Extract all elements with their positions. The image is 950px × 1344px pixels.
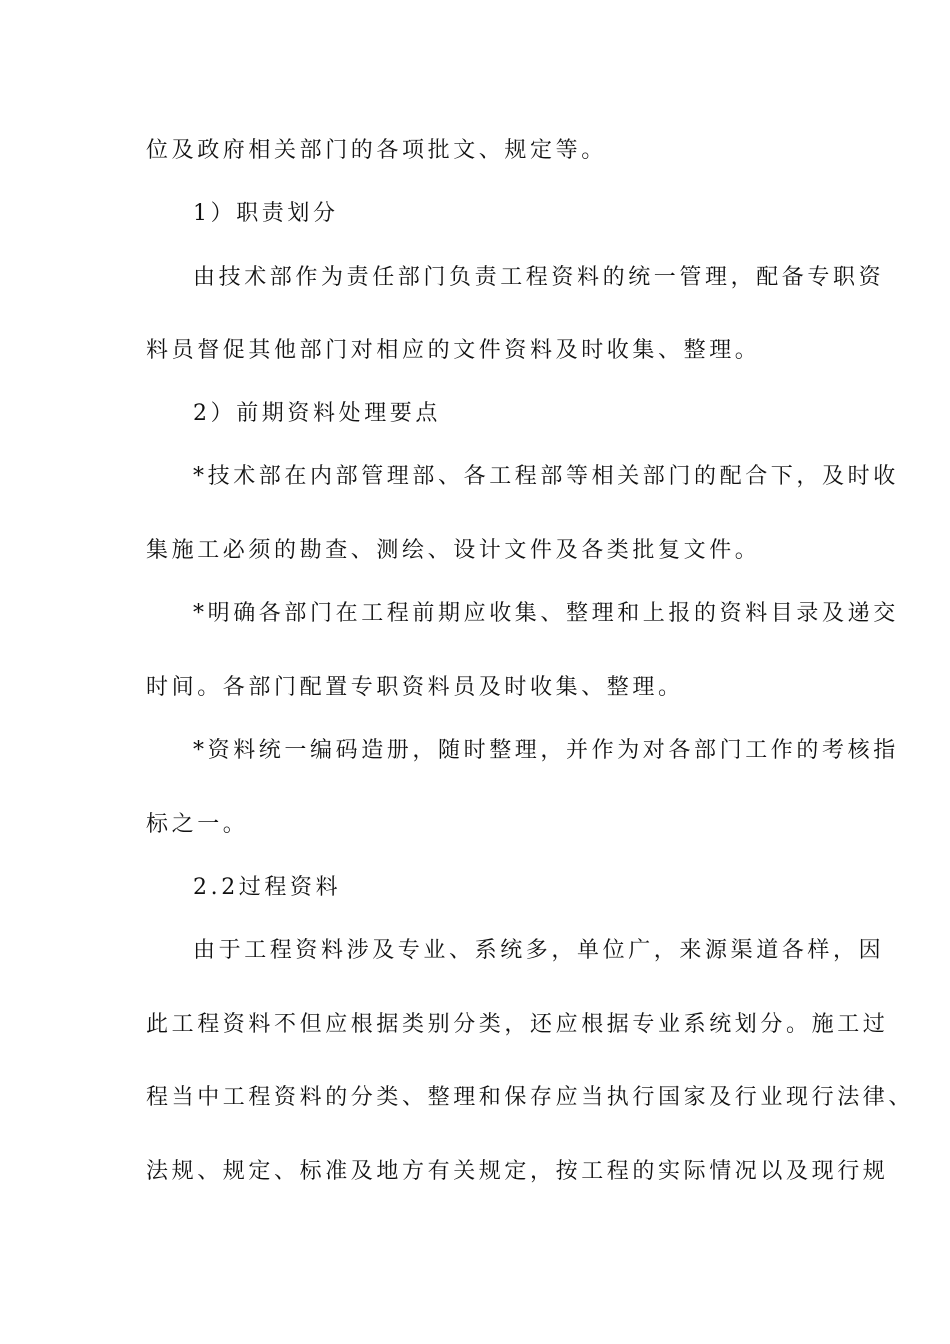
text-line: 由技术部作为责任部门负责工程资料的统一管理，配备专职资 (193, 265, 885, 290)
text-line: *技术部在内部管理部、各工程部等相关部门的配合下，及时收 (193, 464, 899, 489)
section-heading: 1）职责划分 (193, 201, 339, 226)
text-line: 程当中工程资料的分类、整理和保存应当执行国家及行业现行法律、 (146, 1085, 915, 1110)
text-line: *资料统一编码造册，随时整理，并作为对各部门工作的考核指 (193, 738, 899, 763)
text-line: 由于工程资料涉及专业、系统多，单位广，来源渠道各样，因 (193, 938, 885, 963)
text-line: 时间。各部门配置专职资料员及时收集、整理。 (146, 675, 684, 700)
section-heading: 2.2过程资料 (193, 875, 342, 900)
text-line: 位及政府相关部门的各项批文、规定等。 (146, 138, 607, 163)
text-line: 集施工必须的勘查、测绘、设计文件及各类批复文件。 (146, 538, 761, 563)
text-line: 此工程资料不但应根据类别分类，还应根据专业系统划分。施工过 (146, 1012, 889, 1037)
text-line: *明确各部门在工程前期应收集、整理和上报的资料目录及递交 (193, 601, 899, 626)
text-line: 标之一。 (146, 812, 249, 837)
section-heading: 2）前期资料处理要点 (193, 401, 441, 426)
text-line: 法规、规定、标准及地方有关规定，按工程的实际情况以及现行规 (146, 1159, 889, 1184)
text-line: 料员督促其他部门对相应的文件资料及时收集、整理。 (146, 338, 761, 363)
